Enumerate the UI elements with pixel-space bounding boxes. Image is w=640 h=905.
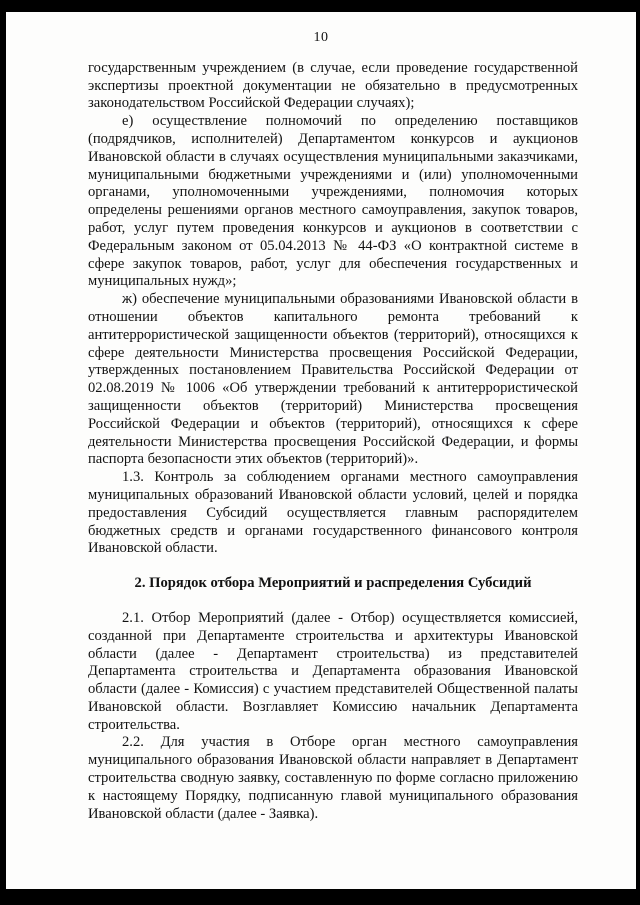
paragraph-clause-1-3: 1.3. Контроль за соблюдением органами местного самоуправления муниципальных образований Ивановской области условий, целей и порядка предоставления Субсидий осуществляется главным распорядителем бюджетных средств и органами государственного финансового контроля Ивановской области. bbox=[88, 469, 578, 557]
paragraph-clause-2-2: 2.2. Для участия в Отборе орган местного самоуправления муниципального образования Ивановской области направляет в Департамент строительства сводную заявку, составленную по форме согласно приложению к настоящему Порядку, подписанную главой муниципального образования Ивановской области (далее - Заявка). bbox=[88, 734, 578, 822]
document-content bbox=[88, 60, 578, 824]
document-page bbox=[6, 12, 636, 889]
paragraph-clause-2-1: 2.1. Отбор Мероприятий (далее - Отбор) осуществляется комиссией, созданной при Департаменте строительства и архитектуры Ивановской области (далее - Департамент строительства) из представителей Департамента строительства и Департамента образования Ивановской области (далее - Комиссия) с участием представителей Общественной палаты Ивановской области. Возглавляет Комиссию начальник Департамента строительства. bbox=[88, 609, 578, 733]
section-heading: 2. Порядок отбора Мероприятий и распределения Субсидий bbox=[134, 575, 532, 592]
page-number: 10 bbox=[313, 30, 329, 45]
paragraph-item-e: е) осуществление полномочий по определению поставщиков (подрядчиков, исполнителей) Департаментом конкурсов и аукционов Ивановской области в случаях осуществления муниципальными заказчиками, муниципальными бюджетными учреждениями и (или) уполномоченными органами, уполномоченными учреждениями, полномочия которых определены решениями органов местного самоуправления, закупок товаров, работ, услуг путем проведения конкурсов и аукционов в соответствии с Федеральным законом от 05.04.2013 № 44-ФЗ «О контрактной системе в сфере закупок товаров, работ, услуг для обеспечения государственных и муниципальных нужд»; bbox=[88, 113, 578, 290]
paragraph-continuation: государственным учреждением (в случае, если проведение государственной экспертизы проектной документации не обязательно в предусмотренных законодательством Российской Федерации случаях); bbox=[88, 59, 578, 112]
paragraph-item-zh: ж) обеспечение муниципальными образованиями Ивановской области в отношении объектов капитального ремонта требований к антитеррористической защищенности объектов (территорий), относящихся к сфере деятельности Министерства просвещения Российской Федерации, утвержденных постановлением Правительства Российской Федерации от 02.08.2019 № 1006 «Об утверждении требований к антитеррористической защищенности объектов (территорий) Министерства просвещения Российской Федерации и объектов (территорий), относящихся к сфере деятельности Министерства просвещения Российской Федерации, и формы паспорта безопасности этих объектов (территорий)». bbox=[88, 291, 578, 468]
